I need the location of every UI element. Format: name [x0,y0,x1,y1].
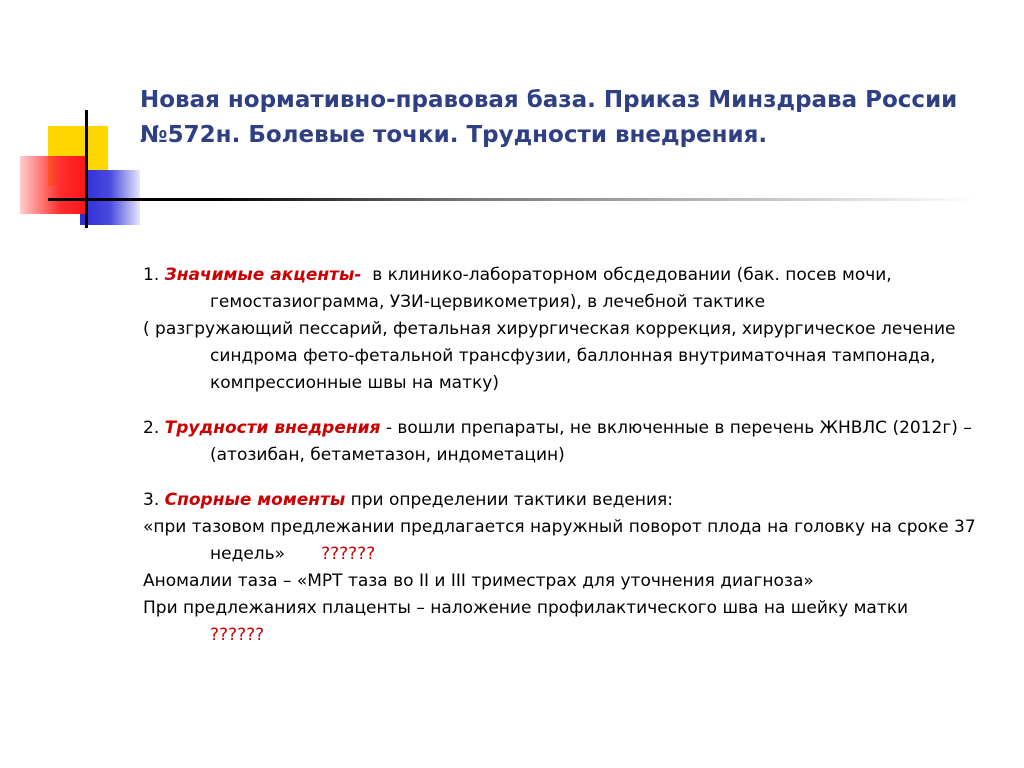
list-item [143,262,1003,316]
item-text: при определении тактики ведения: [345,490,673,510]
decoration-red-square [20,156,85,214]
item-text: ( разгружающий пессарий, фетальная хирургическая коррекция, хирургическое лечение синдрома фето-фетальной трансфузии, баллонная внутриматочная тампонада, компрессионные швы на матку) [143,319,956,393]
question-mark: ?????? [210,625,265,645]
item-number: 2. [143,418,165,438]
item-number: 3. [143,490,165,510]
title-underline [48,198,978,201]
list-item [143,595,1003,649]
item-heading: Значимые акценты- [164,265,362,285]
item-text: Аномалии таза – «МРТ таза во II и III триместрах для уточнения диагноза» [143,571,814,591]
list-item [143,415,1003,469]
question-mark: ?????? [321,544,376,564]
slide-title: Новая нормативно-правовая база. Приказ Минздрава России №572н. Болевые точки. Трудности внедрения. [140,87,958,148]
decoration-vertical-line [85,110,88,228]
item-number: 1. [143,265,165,285]
item-heading: Спорные моменты [164,490,346,510]
list-item [143,316,1003,397]
item-text: При предлежаниях плаценты – наложение профилактического шва на шейку матки [143,598,909,618]
slide-body [143,262,1003,649]
list-item [143,568,1003,595]
item-text: - вошли препараты, не включенные в перечень ЖНВЛС (2012г) – (атозибан, бетаметазон, индометацин) [210,418,972,465]
list-item [143,514,1003,568]
item-text: «при тазовом предлежании предлагается наружный поворот плода на головку на сроке 37 недель» [143,517,976,564]
item-text: в клинико-лабораторном обсдедовании (бак. посев мочи, гемостазиограмма, УЗИ-цервикометрия), в лечебной тактике [210,265,898,312]
item-heading: Трудности внедрения [164,418,381,438]
list-item [143,487,1003,514]
